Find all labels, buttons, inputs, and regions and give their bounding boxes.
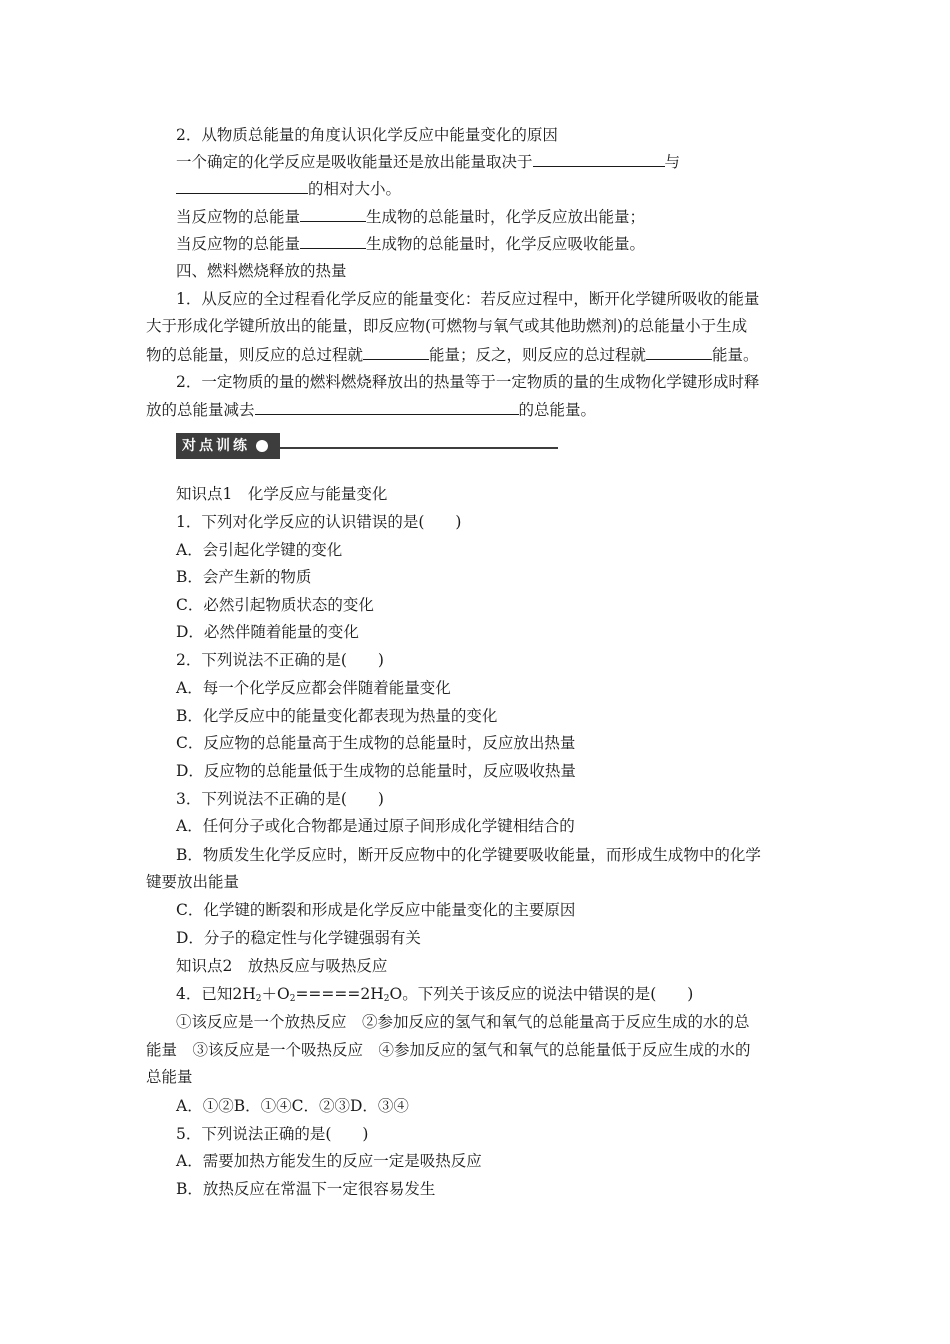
text: O。下列关于该反应的说法中错误的是( ) bbox=[389, 985, 694, 1003]
text: 的总能量。 bbox=[518, 401, 597, 419]
text: 与 bbox=[664, 153, 681, 171]
section-banner bbox=[176, 433, 558, 459]
text: =====2H bbox=[295, 985, 384, 1003]
para-fuel-1-line3 bbox=[146, 344, 759, 365]
para-fuel-2-line2 bbox=[146, 399, 596, 420]
option-1a: A．会引起化学键的变化 bbox=[176, 541, 343, 559]
option-2a: A．每一个化学反应都会伴随着能量变化 bbox=[176, 679, 451, 697]
text: ＋O bbox=[261, 985, 290, 1003]
para-release bbox=[176, 206, 645, 227]
fill-blank[interactable] bbox=[363, 344, 429, 360]
question-4-options: A．①②B．①④C．②③D．③④ bbox=[176, 1097, 409, 1115]
question-5: 5．下列说法正确的是( ) bbox=[176, 1125, 369, 1143]
bullet-dot-icon bbox=[256, 440, 268, 452]
para-energy-cause-heading: 2．从物质总能量的角度认识化学反应中能量变化的原因 bbox=[176, 126, 558, 144]
subscript: 2 bbox=[383, 994, 390, 1004]
text: 当反应物的总能量 bbox=[176, 235, 301, 253]
text: 生成物的总能量时，化学反应放出能量； bbox=[366, 208, 646, 226]
option-2c: C．反应物的总能量高于生成物的总能量时，反应放出热量 bbox=[176, 734, 576, 752]
option-3b-line2: 键要放出能量 bbox=[146, 873, 240, 891]
fill-blank[interactable] bbox=[176, 178, 308, 194]
section-rule bbox=[280, 447, 558, 449]
option-3c: C．化学键的断裂和形成是化学反应中能量变化的主要原因 bbox=[176, 901, 576, 919]
para-fuel-1-line2: 大于形成化学键所放出的能量，即反应物(可燃物与氧气或其他助燃剂)的总能量小于生成 bbox=[146, 317, 748, 335]
option-3a: A．任何分子或化合物都是通过原子间形成化学键相结合的 bbox=[176, 817, 575, 835]
knowledge-point-2: 知识点2 放热反应与吸热反应 bbox=[176, 957, 388, 975]
text: 放的总能量减去 bbox=[146, 401, 255, 419]
subscript: 2 bbox=[255, 994, 262, 1004]
para-absorb bbox=[176, 233, 645, 254]
option-5b: B．放热反应在常温下一定很容易发生 bbox=[176, 1180, 436, 1198]
question-4-statements-line2: 能量 ③该反应是一个吸热反应 ④参加反应的氢气和氧气的总能量低于反应生成的水的 bbox=[146, 1041, 751, 1059]
fill-blank[interactable] bbox=[300, 206, 366, 222]
option-3d: D．分子的稳定性与化学键强弱有关 bbox=[176, 929, 421, 947]
text: 能量；反之，则反应的总过程就 bbox=[429, 346, 647, 364]
option-1b: B．会产生新的物质 bbox=[176, 568, 312, 586]
option-2d: D．反应物的总能量低于生成物的总能量时，反应吸收热量 bbox=[176, 762, 576, 780]
para-energy-depends bbox=[176, 151, 680, 172]
text: 当反应物的总能量 bbox=[176, 208, 301, 226]
question-4 bbox=[176, 984, 693, 1009]
fill-blank[interactable] bbox=[646, 344, 712, 360]
para-fuel-2-line1: 2．一定物质的量的燃料燃烧释放出的热量等于一定物质的量的生成物化学键形成时释 bbox=[176, 373, 760, 391]
para-fuel-1-line1: 1．从反应的全过程看化学反应的能量变化：若反应过程中，断开化学键所吸收的能量 bbox=[176, 290, 760, 308]
text: 能量。 bbox=[712, 346, 759, 364]
text: 4．已知2H bbox=[176, 985, 256, 1003]
text: 生成物的总能量时，化学反应吸收能量。 bbox=[366, 235, 646, 253]
para-relative-size bbox=[176, 178, 401, 199]
subscript: 2 bbox=[289, 994, 296, 1004]
text: 的相对大小。 bbox=[308, 180, 402, 198]
option-1d: D．必然伴随着能量的变化 bbox=[176, 623, 359, 641]
text: 物的总能量，则反应的总过程就 bbox=[146, 346, 364, 364]
fill-blank[interactable] bbox=[300, 233, 366, 249]
fill-blank[interactable] bbox=[533, 151, 665, 167]
question-3: 3．下列说法不正确的是( ) bbox=[176, 790, 384, 808]
question-2: 2．下列说法不正确的是( ) bbox=[176, 651, 384, 669]
question-4-statements-line1: ①该反应是一个放热反应 ②参加反应的氢气和氧气的总能量高于反应生成的水的总 bbox=[176, 1013, 750, 1031]
question-1: 1．下列对化学反应的认识错误的是( ) bbox=[176, 513, 462, 531]
knowledge-point-1: 知识点1 化学反应与能量变化 bbox=[176, 485, 388, 503]
option-3b-line1: B．物质发生化学反应时，断开反应物中的化学键要吸收能量，而形成生成物中的化学 bbox=[176, 846, 761, 864]
option-2b: B．化学反应中的能量变化都表现为热量的变化 bbox=[176, 707, 498, 725]
text: 一个确定的化学反应是吸收能量还是放出能量取决于 bbox=[176, 153, 533, 171]
question-4-statements-line3: 总能量 bbox=[146, 1068, 193, 1086]
section-heading-fuel: 四、燃料燃烧释放的热量 bbox=[176, 262, 347, 280]
option-1c: C．必然引起物质状态的变化 bbox=[176, 596, 374, 614]
section-title: 对点训练 bbox=[176, 433, 280, 459]
option-5a: A．需要加热方能发生的反应一定是吸热反应 bbox=[176, 1152, 482, 1170]
fill-blank[interactable] bbox=[255, 399, 519, 415]
